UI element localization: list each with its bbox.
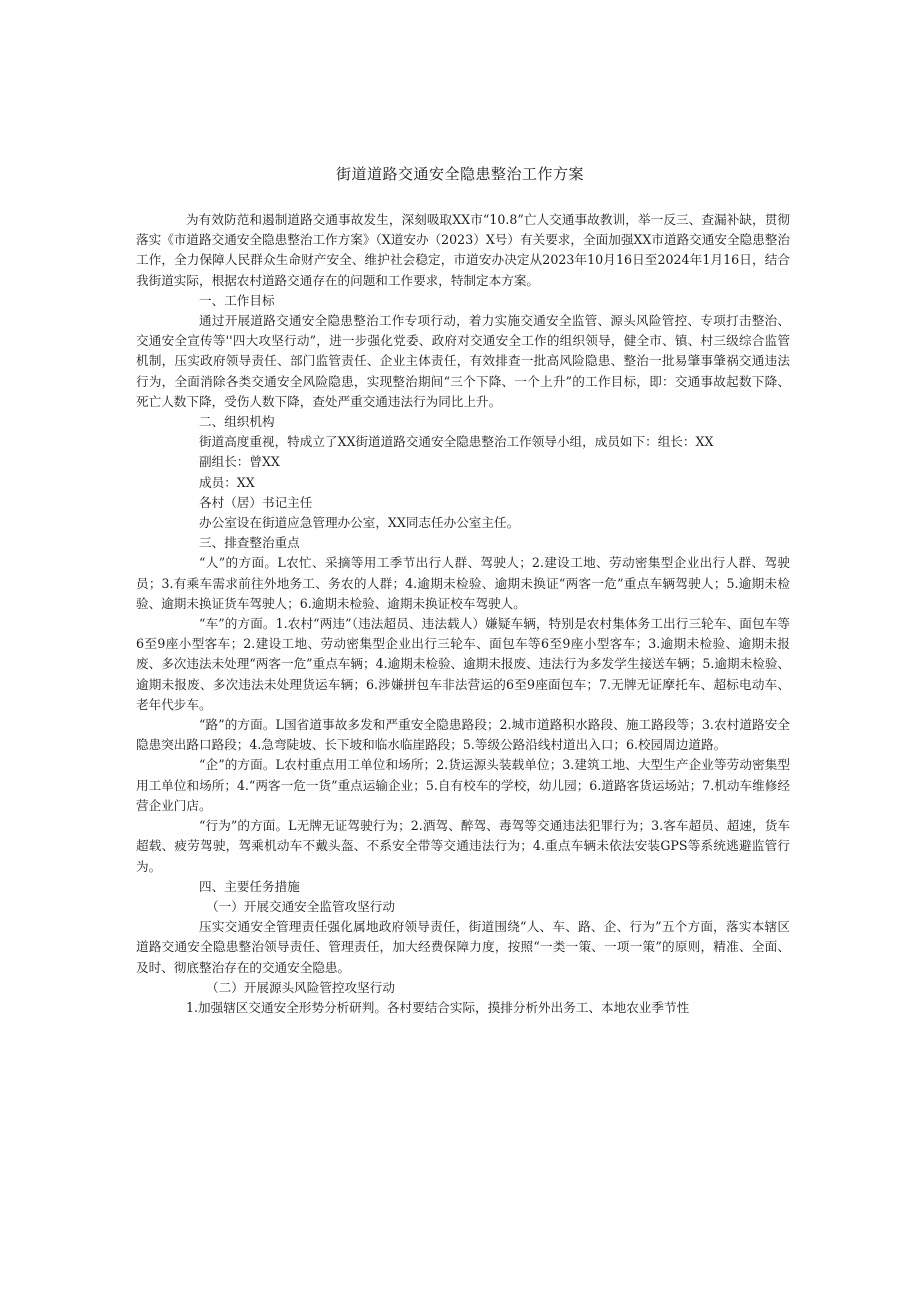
people-aspect-paragraph: “人”的方面。L农忙、采摘等用工季节出行人群、驾驶人；2.建设工地、劳动密集型企业出行人群、驾驶员；3.有乘车需求前往外地务工、务农的人群；4.逾期未检验、逾期未换证“两客一危”重点车辆驾驶人；5.逾期未检验、逾期未换证货车驾驶人；6.逾期未检验、逾期未换证校车驾驶人。	[136, 555, 790, 611]
subsection-heading-2: （二）开展源头风险管控攻坚行动	[206, 979, 395, 995]
section-heading-3: 三、排查整治重点	[199, 535, 300, 551]
risk-analysis-paragraph: 1.加强辖区交通安全形势分析研判。各村要结合实际，摸排分析外出务工、本地农业季节性	[186, 999, 690, 1015]
enterprise-aspect-paragraph: “企”的方面。L农村重点用工单位和场所；2.货运源头装载单位；3.建筑工地、大型生产企业等劳动密集型用工单位和场所；4.“两客一危一货”重点运输企业；5.自有校车的学校，幼儿园；6.道路客货运场站；7.机动车维修经营企业门店。	[136, 757, 790, 813]
road-aspect-paragraph: “路”的方面。L国省道事故多发和严重安全隐患路段；2.城市道路积水路段、施工路段等；3.农村道路安全隐患突出路口路段；4.急弯陡坡、长下坡和临水临崖路段；5.等级公路沿线村道出入口；6.校园周边道路。	[136, 717, 790, 753]
behavior-aspect-paragraph: “行为”的方面。L无牌无证驾驶行为；2.酒驾、醉驾、毒驾等交通违法犯罪行为；3.客车超员、超速，货车超载、疲劳驾驶，驾乘机动车不戴头盔、不系安全带等交通违法行为；4.重点车辆未依法安装GPS等系统逃避监管行为。	[136, 818, 790, 874]
vehicle-aspect-paragraph: “车”的方面。1.农村“两违”（违法超员、违法载人）嫌疑车辆，特别是农村集体务工出行三轮车、面包车等6至9座小型客车；2.建设工地、劳动密集型企业出行三轮车、面包车等6至9座小型客车；3.逾期未检验、逾期未报废、多次违法未处理“两客一危”重点车辆；4.逾期未检验、逾期未报废、违法行为多发学生接送车辆；5.逾期未检验、逾期未报废、多次违法未处理货运车辆；6.涉嫌拼包车非法营运的6至9座面包车；7.无牌无证摩托车、超标电动车、老年代步车。	[136, 616, 791, 712]
section-heading-4: 四、主要任务措施	[199, 878, 300, 894]
office-line: 办公室设在街道应急管理办公室，XX同志任办公室主任。	[199, 515, 520, 531]
section-heading-2: 二、组织机构	[199, 414, 275, 430]
section-heading-1: 一、工作目标	[199, 292, 275, 308]
intro-paragraph: 为有效防范和遏制道路交通事故发生，深刻吸取XX市“10.8”亡人交通事故教训，举一反三、查漏补缺，贯彻落实《市道路交通安全隐患整治工作方案》（X道安办（2023）X号）有关要求，全面加强XX市道路交通安全隐患整治工作，全力保障人民群众生命财产安全、维护社会稳定，市道安办决定从2023年10月16日至2024年1月16日，结合我街道实际，根据农村道路交通存在的问题和工作要求，特制定本方案。	[136, 212, 790, 288]
subsection-heading-1: （一）开展交通安全监管攻坚行动	[206, 898, 395, 914]
document-title: 街道道路交通安全隐患整治工作方案	[335, 165, 584, 183]
goal-paragraph: 通过开展道路交通安全隐患整治工作专项行动，着力实施交通安全监管、源头风险管控、专项打击整治、交通安全宣传等''四大攻坚行动”，进一步强化党委、政府对交通安全工作的组织领导，健全市、镇、村三级综合监管机制，压实政府领导责任、部门监管责任、企业主体责任，有效排查一批高风险隐患、整治一批易肇事肇祸交通违法行为，全面消除各类交通安全风险隐患，实现整治期间“三个下降、一个上升”的工作目标，即：交通事故起数下降、死亡人数下降，受伤人数下降，查处严重交通违法行为同比上升。	[136, 313, 790, 409]
deputy-leader-line: 副组长：曾XX	[199, 454, 280, 470]
organization-paragraph: 街道高度重视，特成立了XX街道道路交通安全隐患整治工作领导小组，成员如下：组长：XX	[199, 434, 714, 450]
document-body	[136, 210, 790, 1018]
supervision-paragraph: 压实交通安全管理责任强化属地政府领导责任，街道围绕“人、车、路、企、行为”五个方面，落实本辖区道路交通安全隐患整治领导责任、管理责任，加大经费保障力度，按照“一类一策、一项一策”的原则，精准、全面、及时、彻底整治存在的交通安全隐患。	[136, 919, 790, 975]
members-line: 成员：XX	[199, 474, 255, 490]
village-secretaries-line: 各村（居）书记主任	[199, 494, 313, 510]
